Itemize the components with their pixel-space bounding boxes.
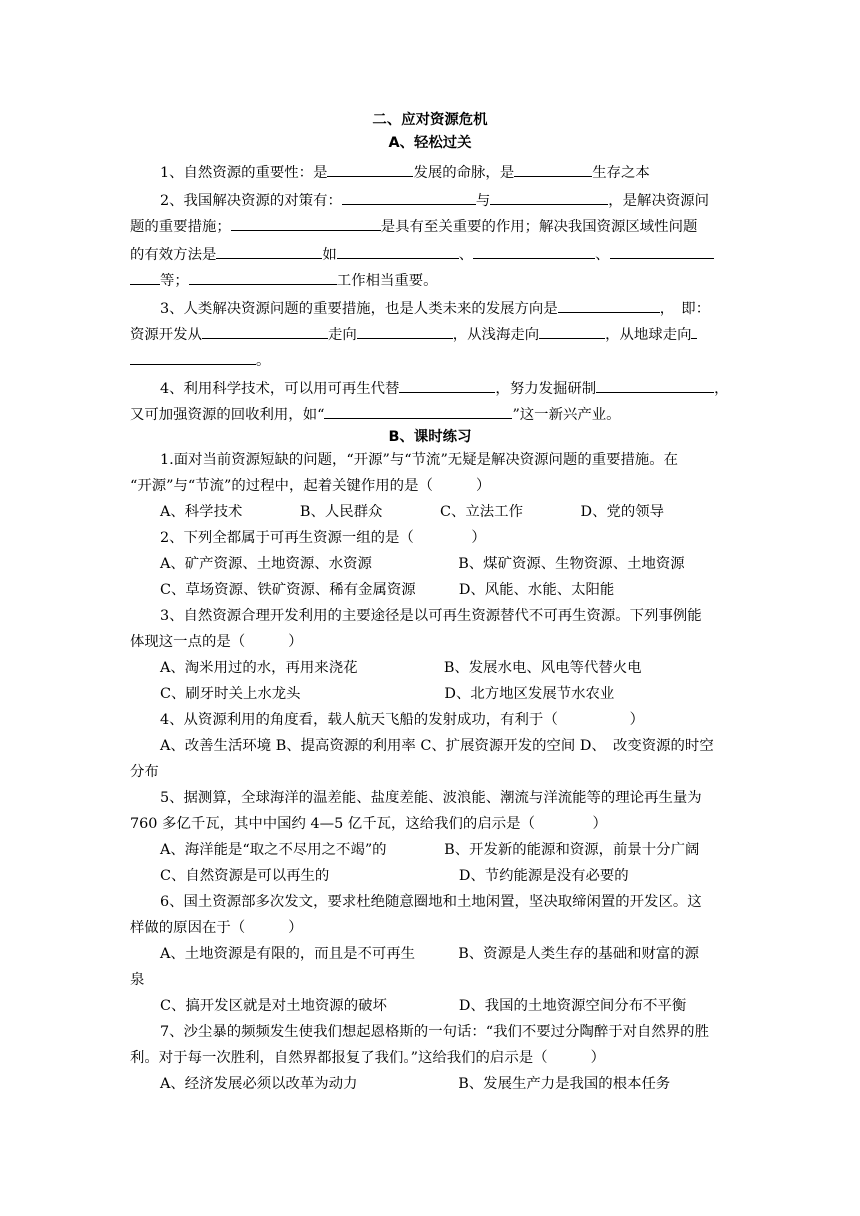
b-line-25: A、经济发展必须以改革为动力 B、发展生产力是我国的根本任务	[160, 1076, 671, 1092]
b-line-14: 5、据测算，全球海洋的温差能、盐度差能、波浪能、潮流与洋流能等的理论再生量为	[160, 790, 702, 806]
a-line-8: 。	[130, 350, 270, 371]
b-line-16: A、海洋能是“取之不尽用之不竭”的 B、开发新的能源和资源，前景十分广阔	[160, 842, 700, 858]
b-line-5: A、矿产资源、土地资源、水资源 B、煤矿资源、生物资源、土地资源	[160, 556, 685, 572]
b-line-23: 7、沙尘暴的频频发生使我们想起恩格斯的一句话：“我们不要过分陶醉于对自然界的胜	[160, 1024, 709, 1040]
b-line-21: 泉	[130, 972, 145, 988]
b-line-11: 4、从资源利用的角度看，载人航天飞船的发射成功，有利于（ ）	[160, 712, 645, 728]
b-line-10: C、刷牙时关上水龙头 D、北方地区发展节水农业	[160, 686, 615, 702]
b-line-1: 1.面对当前资源短缺的问题，“开源”与“节流”无疑是解决资源问题的重要措施。在	[160, 452, 679, 468]
b-line-18: 6、国土资源部多次发文，要求杜绝随意圈地和土地闲置，坚决取缔闲置的开发区。这	[160, 894, 702, 910]
a-line-3: 题的重要措施； 是具有至关重要的作用；解决我国资源区域性问题	[130, 216, 697, 237]
b-line-22: C、搞开发区就是对土地资源的破坏 D、我国的土地资源空间分布不平衡	[160, 998, 687, 1014]
b-line-20: A、土地资源是有限的，而且是不可再生 B、资源是人类生存的基础和财富的源	[160, 946, 700, 962]
b-line-3: A、科学技术 B、人民群众 C、立法工作 D、党的领导	[160, 504, 665, 520]
page-title: 二、应对资源危机	[372, 112, 488, 128]
b-line-8: 体现这一点的是（ ）	[130, 634, 303, 650]
b-line-9: A、淘米用过的水，再用来浇花 B、发展水电、风电等代替火电	[160, 660, 642, 676]
a-line-2: 2、我国解决资源的对策有： 与 ，是解决资源问	[160, 190, 709, 211]
b-line-6: C、草场资源、铁矿资源、稀有金属资源 D、风能、水能、太阳能	[160, 582, 615, 598]
b-line-19: 样做的原因在于（ ）	[130, 920, 303, 936]
b-line-24: 利。对于每一次胜利，自然界都报复了我们。”这给我们的启示是（ ）	[130, 1050, 606, 1066]
section-a-heading: A、轻松过关	[388, 135, 472, 151]
a-line-9: 4、利用科学技术，可以用可再生代替 ，努力发掘研制 ，	[160, 378, 729, 399]
b-line-7: 3、自然资源合理开发利用的主要途径是以可再生资源替代不可再生资源。下列事例能	[160, 608, 702, 624]
a-line-1: 1、自然资源的重要性：是 发展的命脉，是 生存之本	[160, 162, 650, 183]
a-line-7: 资源开发从 走向 ，从浅海走向 ，从地球走向	[130, 324, 697, 345]
section-b-heading: B、课时练习	[388, 429, 472, 445]
b-line-15: 760 多亿千瓦，其中中国约 4—5 亿千瓦，这给我们的启示是（ ）	[130, 816, 607, 832]
b-line-17: C、自然资源是可以再生的 D、节约能源是没有必要的	[160, 868, 629, 884]
a-line-5: 等； 工作相当重要。	[130, 270, 438, 291]
a-line-10: 又可加强资源的回收利用，如“ ”这一新兴产业。	[130, 404, 621, 425]
a-line-6: 3、人类解决资源问题的重要措施，也是人类未来的发展方向是 ， 即：	[160, 298, 710, 319]
b-line-4: 2、下列全都属于可再生资源一组的是（ ）	[160, 530, 486, 546]
b-line-12: A、改善生活环境 B、提高资源的利用率 C、扩展资源开发的空间 D、 改变资源的时空	[160, 738, 714, 754]
a-line-4: 的有效方法是 如 、 、	[130, 244, 714, 265]
b-line-2: “开源”与“节流”的过程中，起着关键作用的是（ ）	[130, 478, 491, 494]
b-line-13: 分布	[130, 764, 159, 780]
